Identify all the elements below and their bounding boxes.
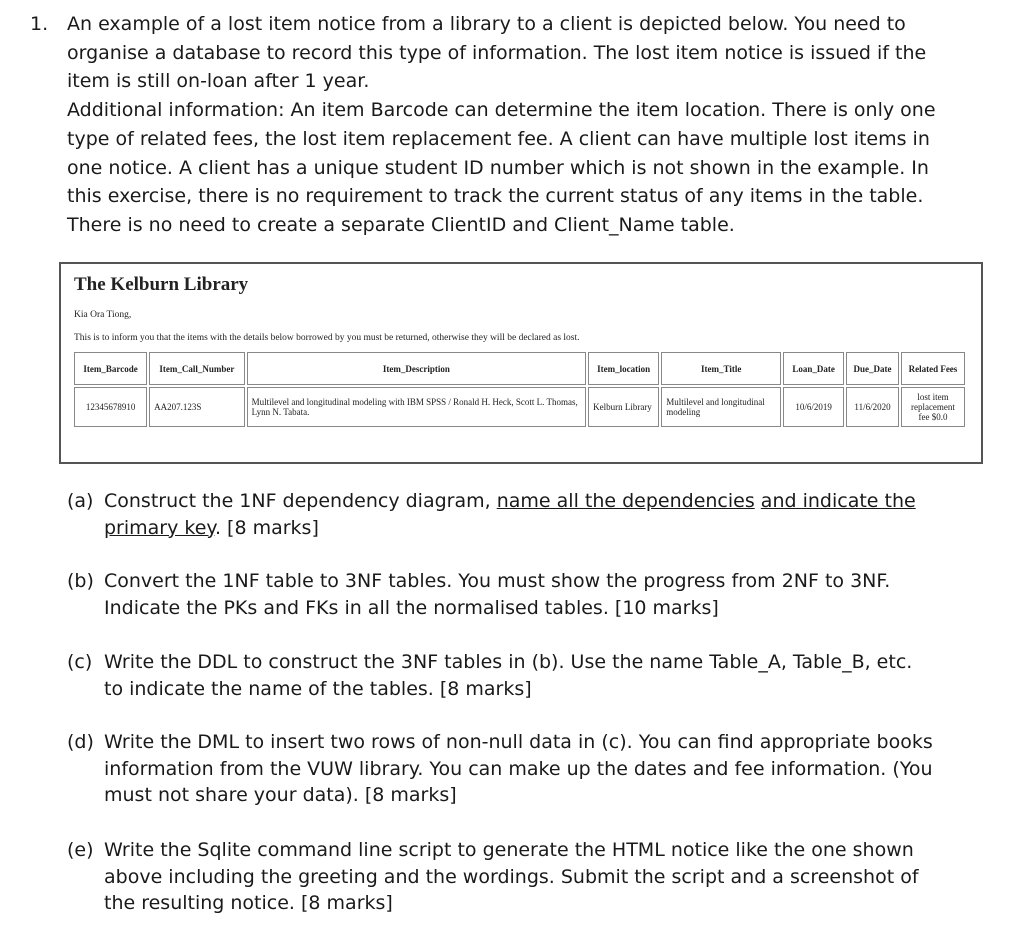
part-text (67, 488, 937, 541)
part-e (67, 837, 937, 917)
cell-location: Kelburn Library (588, 387, 659, 427)
part-text: Write the DDL to construct the 3NF tables in (b). Use the name Table_A, Table_B, etc. to indicate the name of the tables. [8 marks] (104, 651, 913, 700)
column-header: Related Fees (901, 352, 965, 385)
table-row (74, 387, 965, 427)
library-notice (59, 262, 983, 464)
part-a-underlined-1: name all the dependencies (496, 490, 755, 512)
cell-related-fees: lost item replacement fee $0.0 (901, 387, 965, 427)
cell-title: Multilevel and longitudinal modeling (661, 387, 781, 427)
part-a-text-start: Construct the 1NF dependency diagram, (104, 490, 497, 512)
cell-description: Multilevel and longitudinal modeling with IBM SPSS / Ronald H. Heck, Scott L. Thomas, Lynn N. Tabata. (247, 387, 586, 427)
question-number: 1. (30, 13, 49, 35)
notice-greeting: Kia Ora Tiong, (74, 310, 132, 320)
cell-due-date: 11/6/2020 (846, 387, 899, 427)
part-a-text-end: . [8 marks] (214, 516, 319, 539)
notice-body-text: This is to inform you that the items with the details below borrowed by you must be returned, otherwise they will be declared as lost. (74, 333, 580, 343)
notice-title: The Kelburn Library (74, 274, 249, 295)
cell-barcode: 12345678910 (74, 387, 147, 427)
part-label: (c) (67, 651, 93, 673)
part-c (67, 649, 937, 702)
column-header: Item_Description (247, 352, 586, 385)
part-a-underlined-2: and indicate the primary key (104, 490, 916, 539)
part-text: Write the DML to insert two rows of non-null data in (c). You can find appropriate books information from the VUW library. You can make up the dates and fee information. (You must not share your data). [8 marks] (104, 731, 933, 806)
part-a (67, 488, 937, 541)
column-header: Due_Date (846, 352, 899, 385)
column-header: Item_Call_Number (149, 352, 245, 385)
part-b (67, 568, 937, 621)
question-intro (67, 10, 952, 240)
column-header: Item_location (588, 352, 659, 385)
column-header: Loan_Date (783, 352, 844, 385)
part-label: (a) (67, 490, 94, 512)
part-text: Write the Sqlite command line script to generate the HTML notice like the one shown above including the greeting and the wordings. Submit the script and a screenshot of the resulting notice. [8 marks] (104, 839, 919, 914)
part-label: (d) (67, 731, 94, 753)
column-header: Item_Barcode (74, 352, 147, 385)
cell-loan-date: 10/6/2019 (783, 387, 844, 427)
intro-paragraph-2: Additional information: An item Barcode can determine the item location. There is only one type of related fees, the lost item replacement fee. A client can have multiple lost items in one notice. A client has a unique student ID number which is not shown in the example. In this exercise, there is no requirement to track the current status of any items in the table. There is no need to create a separate ClientID and Client_Name table. (67, 99, 936, 236)
lost-items-table (72, 350, 967, 429)
column-header: Item_Title (661, 352, 781, 385)
table-header-row (74, 352, 965, 385)
part-d (67, 729, 937, 809)
part-label: (e) (67, 839, 94, 861)
intro-paragraph-1: An example of a lost item notice from a library to a client is depicted below. You need to organise a database to record this type of information. The lost item notice is issued if the item is still on-loan after 1 year. (67, 13, 927, 93)
part-label: (b) (67, 570, 94, 592)
cell-call-number: AA207.123S (149, 387, 245, 427)
part-text: Convert the 1NF table to 3NF tables. You must show the progress from 2NF to 3NF. Indicate the PKs and FKs in all the normalised tables. [10 marks] (104, 570, 891, 619)
